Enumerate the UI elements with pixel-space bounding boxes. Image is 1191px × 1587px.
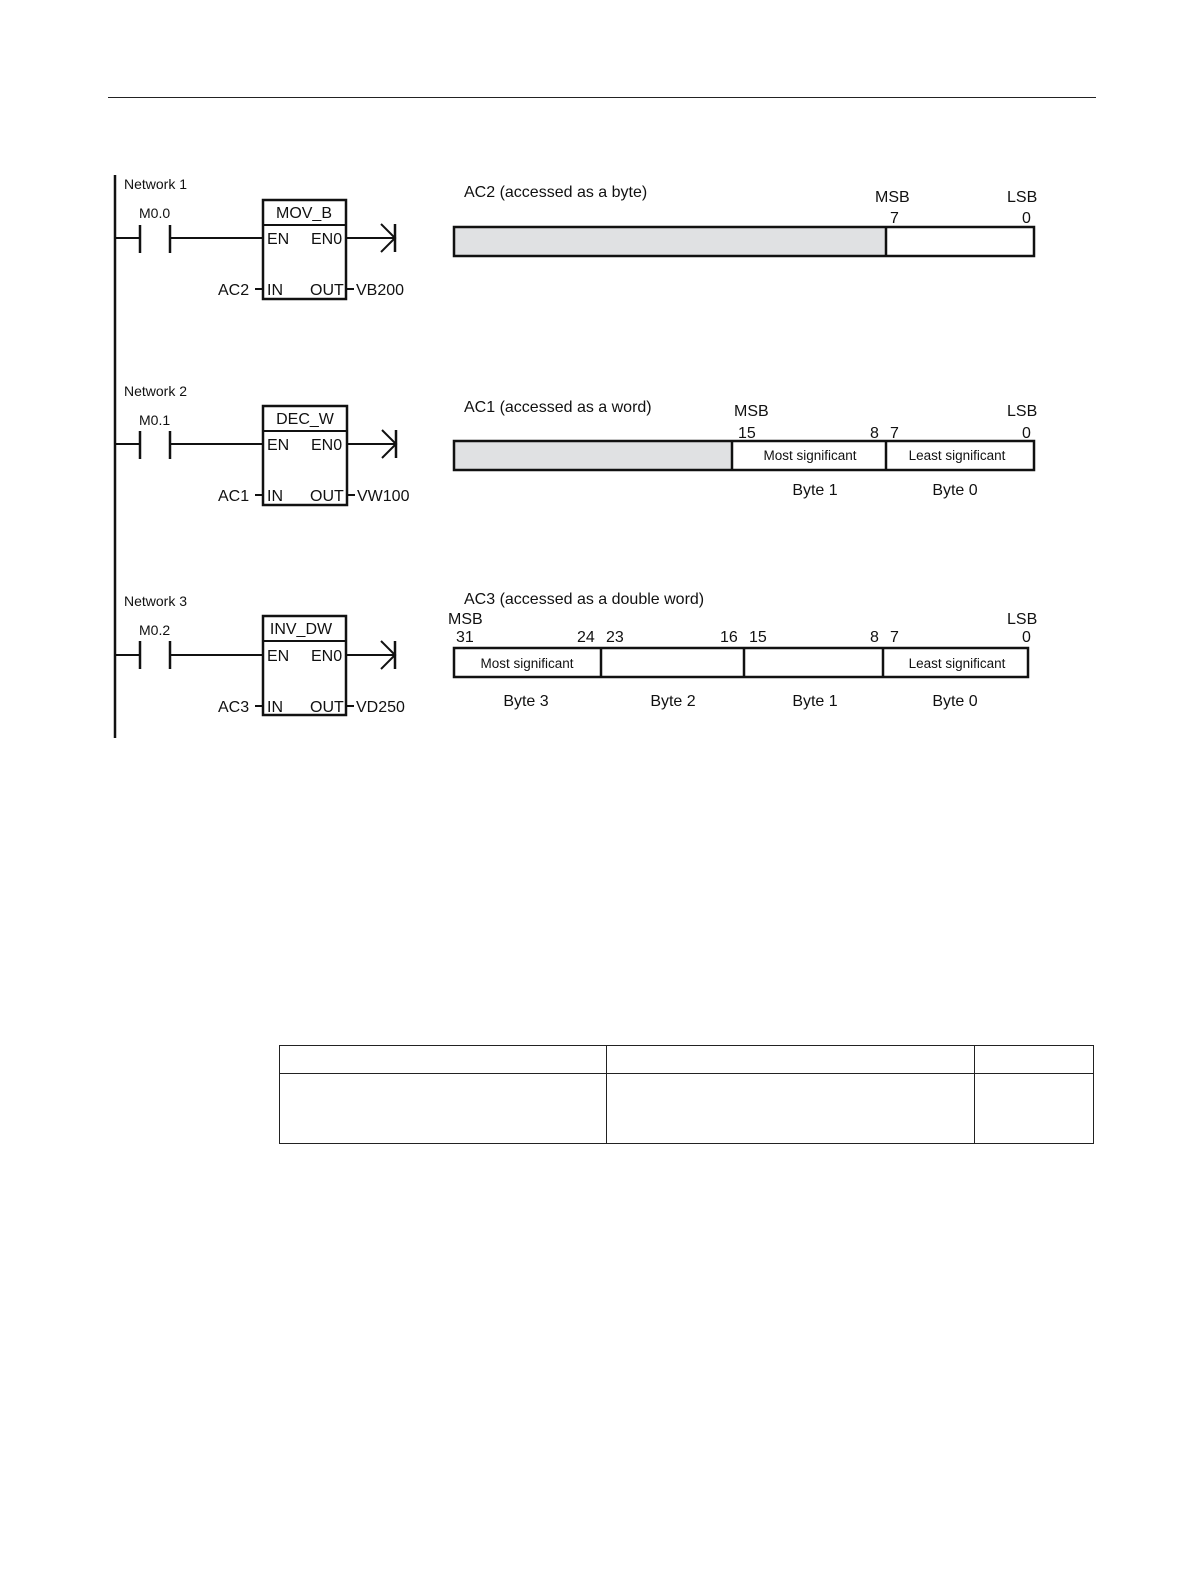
bit-23-label: 23 bbox=[606, 629, 624, 646]
instruction-name: DEC_W bbox=[276, 411, 334, 428]
bit-16-label: 16 bbox=[720, 629, 738, 646]
input-operand: AC2 bbox=[218, 282, 250, 299]
msb-label: MSB bbox=[734, 403, 769, 420]
msb-label: MSB bbox=[448, 611, 483, 628]
en-label: EN bbox=[267, 231, 290, 248]
network-2-contact-label: M0.1 bbox=[139, 412, 171, 428]
byte-3-caption: Byte 3 bbox=[503, 693, 549, 710]
table-cell bbox=[607, 1046, 975, 1074]
bit-8-label: 8 bbox=[870, 629, 879, 646]
byte-0-cell-label: Least significant bbox=[908, 448, 1006, 463]
ac1-word-register bbox=[454, 399, 1037, 499]
table-cell bbox=[280, 1074, 607, 1144]
unused-bits-shading bbox=[454, 441, 732, 470]
instruction-name: INV_DW bbox=[269, 621, 333, 638]
byte-3-cell-label: Most significant bbox=[480, 656, 574, 671]
network-3-title: Network 3 bbox=[124, 593, 188, 609]
output-operand: VW100 bbox=[357, 488, 410, 505]
register-title: AC3 (accessed as a double word) bbox=[464, 591, 705, 608]
network-1-title: Network 1 bbox=[124, 176, 188, 192]
register-title: AC2 (accessed as a byte) bbox=[464, 184, 648, 201]
input-operand: AC1 bbox=[218, 488, 250, 505]
output-operand: VD250 bbox=[356, 699, 405, 716]
out-label: OUT bbox=[310, 488, 344, 505]
register-title: AC1 (accessed as a word) bbox=[464, 399, 652, 416]
eno-label: EN0 bbox=[311, 437, 343, 454]
in-label: IN bbox=[267, 488, 283, 505]
byte-1-caption: Byte 1 bbox=[792, 693, 838, 710]
table-cell bbox=[280, 1046, 607, 1074]
msb-label: MSB bbox=[875, 189, 910, 206]
input-operand: AC3 bbox=[218, 699, 250, 716]
bit-7-label: 7 bbox=[890, 629, 899, 646]
empty-table bbox=[279, 1045, 1094, 1144]
byte-1-cell-label: Most significant bbox=[763, 448, 857, 463]
byte-1-caption: Byte 1 bbox=[792, 482, 838, 499]
in-label: IN bbox=[267, 282, 283, 299]
bit-15-label: 15 bbox=[749, 629, 767, 646]
network-3-contact-label: M0.2 bbox=[139, 622, 171, 638]
byte-0-caption: Byte 0 bbox=[932, 693, 978, 710]
network-2 bbox=[115, 383, 410, 505]
ac2-byte-register bbox=[454, 184, 1037, 256]
table-cell bbox=[975, 1046, 1094, 1074]
table-header-row bbox=[280, 1046, 1094, 1074]
output-operand: VB200 bbox=[356, 282, 405, 299]
network-1 bbox=[115, 176, 404, 299]
bit-7-label: 7 bbox=[890, 425, 899, 442]
ac3-dword-register bbox=[448, 591, 1037, 710]
lsb-label: LSB bbox=[1007, 611, 1038, 628]
bit-15-label: 15 bbox=[738, 425, 756, 442]
en-label: EN bbox=[267, 437, 290, 454]
eno-label: EN0 bbox=[311, 231, 343, 248]
bit-0-label: 0 bbox=[1022, 629, 1031, 646]
lsb-label: LSB bbox=[1007, 189, 1038, 206]
byte-0-cell-label: Least significant bbox=[908, 656, 1006, 671]
bit-7-label: 7 bbox=[890, 210, 899, 227]
table-row bbox=[280, 1074, 1094, 1144]
table-cell bbox=[607, 1074, 975, 1144]
byte-0-caption: Byte 0 bbox=[932, 482, 978, 499]
bit-0-label: 0 bbox=[1022, 425, 1031, 442]
in-label: IN bbox=[267, 699, 283, 716]
en-label: EN bbox=[267, 648, 290, 665]
network-2-title: Network 2 bbox=[124, 383, 188, 399]
out-label: OUT bbox=[310, 282, 344, 299]
byte-2-caption: Byte 2 bbox=[650, 693, 696, 710]
unused-bits-shading bbox=[454, 227, 886, 256]
bit-0-label: 0 bbox=[1022, 210, 1031, 227]
bit-8-label: 8 bbox=[870, 425, 879, 442]
eno-label: EN0 bbox=[311, 648, 343, 665]
bit-31-label: 31 bbox=[456, 629, 474, 646]
network-3 bbox=[115, 593, 405, 716]
bit-24-label: 24 bbox=[577, 629, 595, 646]
lsb-label: LSB bbox=[1007, 403, 1038, 420]
table-cell bbox=[975, 1074, 1094, 1144]
out-label: OUT bbox=[310, 699, 344, 716]
network-1-contact-label: M0.0 bbox=[139, 205, 171, 221]
instruction-name: MOV_B bbox=[275, 205, 333, 222]
ladder-and-accumulator-diagram bbox=[0, 0, 1191, 760]
